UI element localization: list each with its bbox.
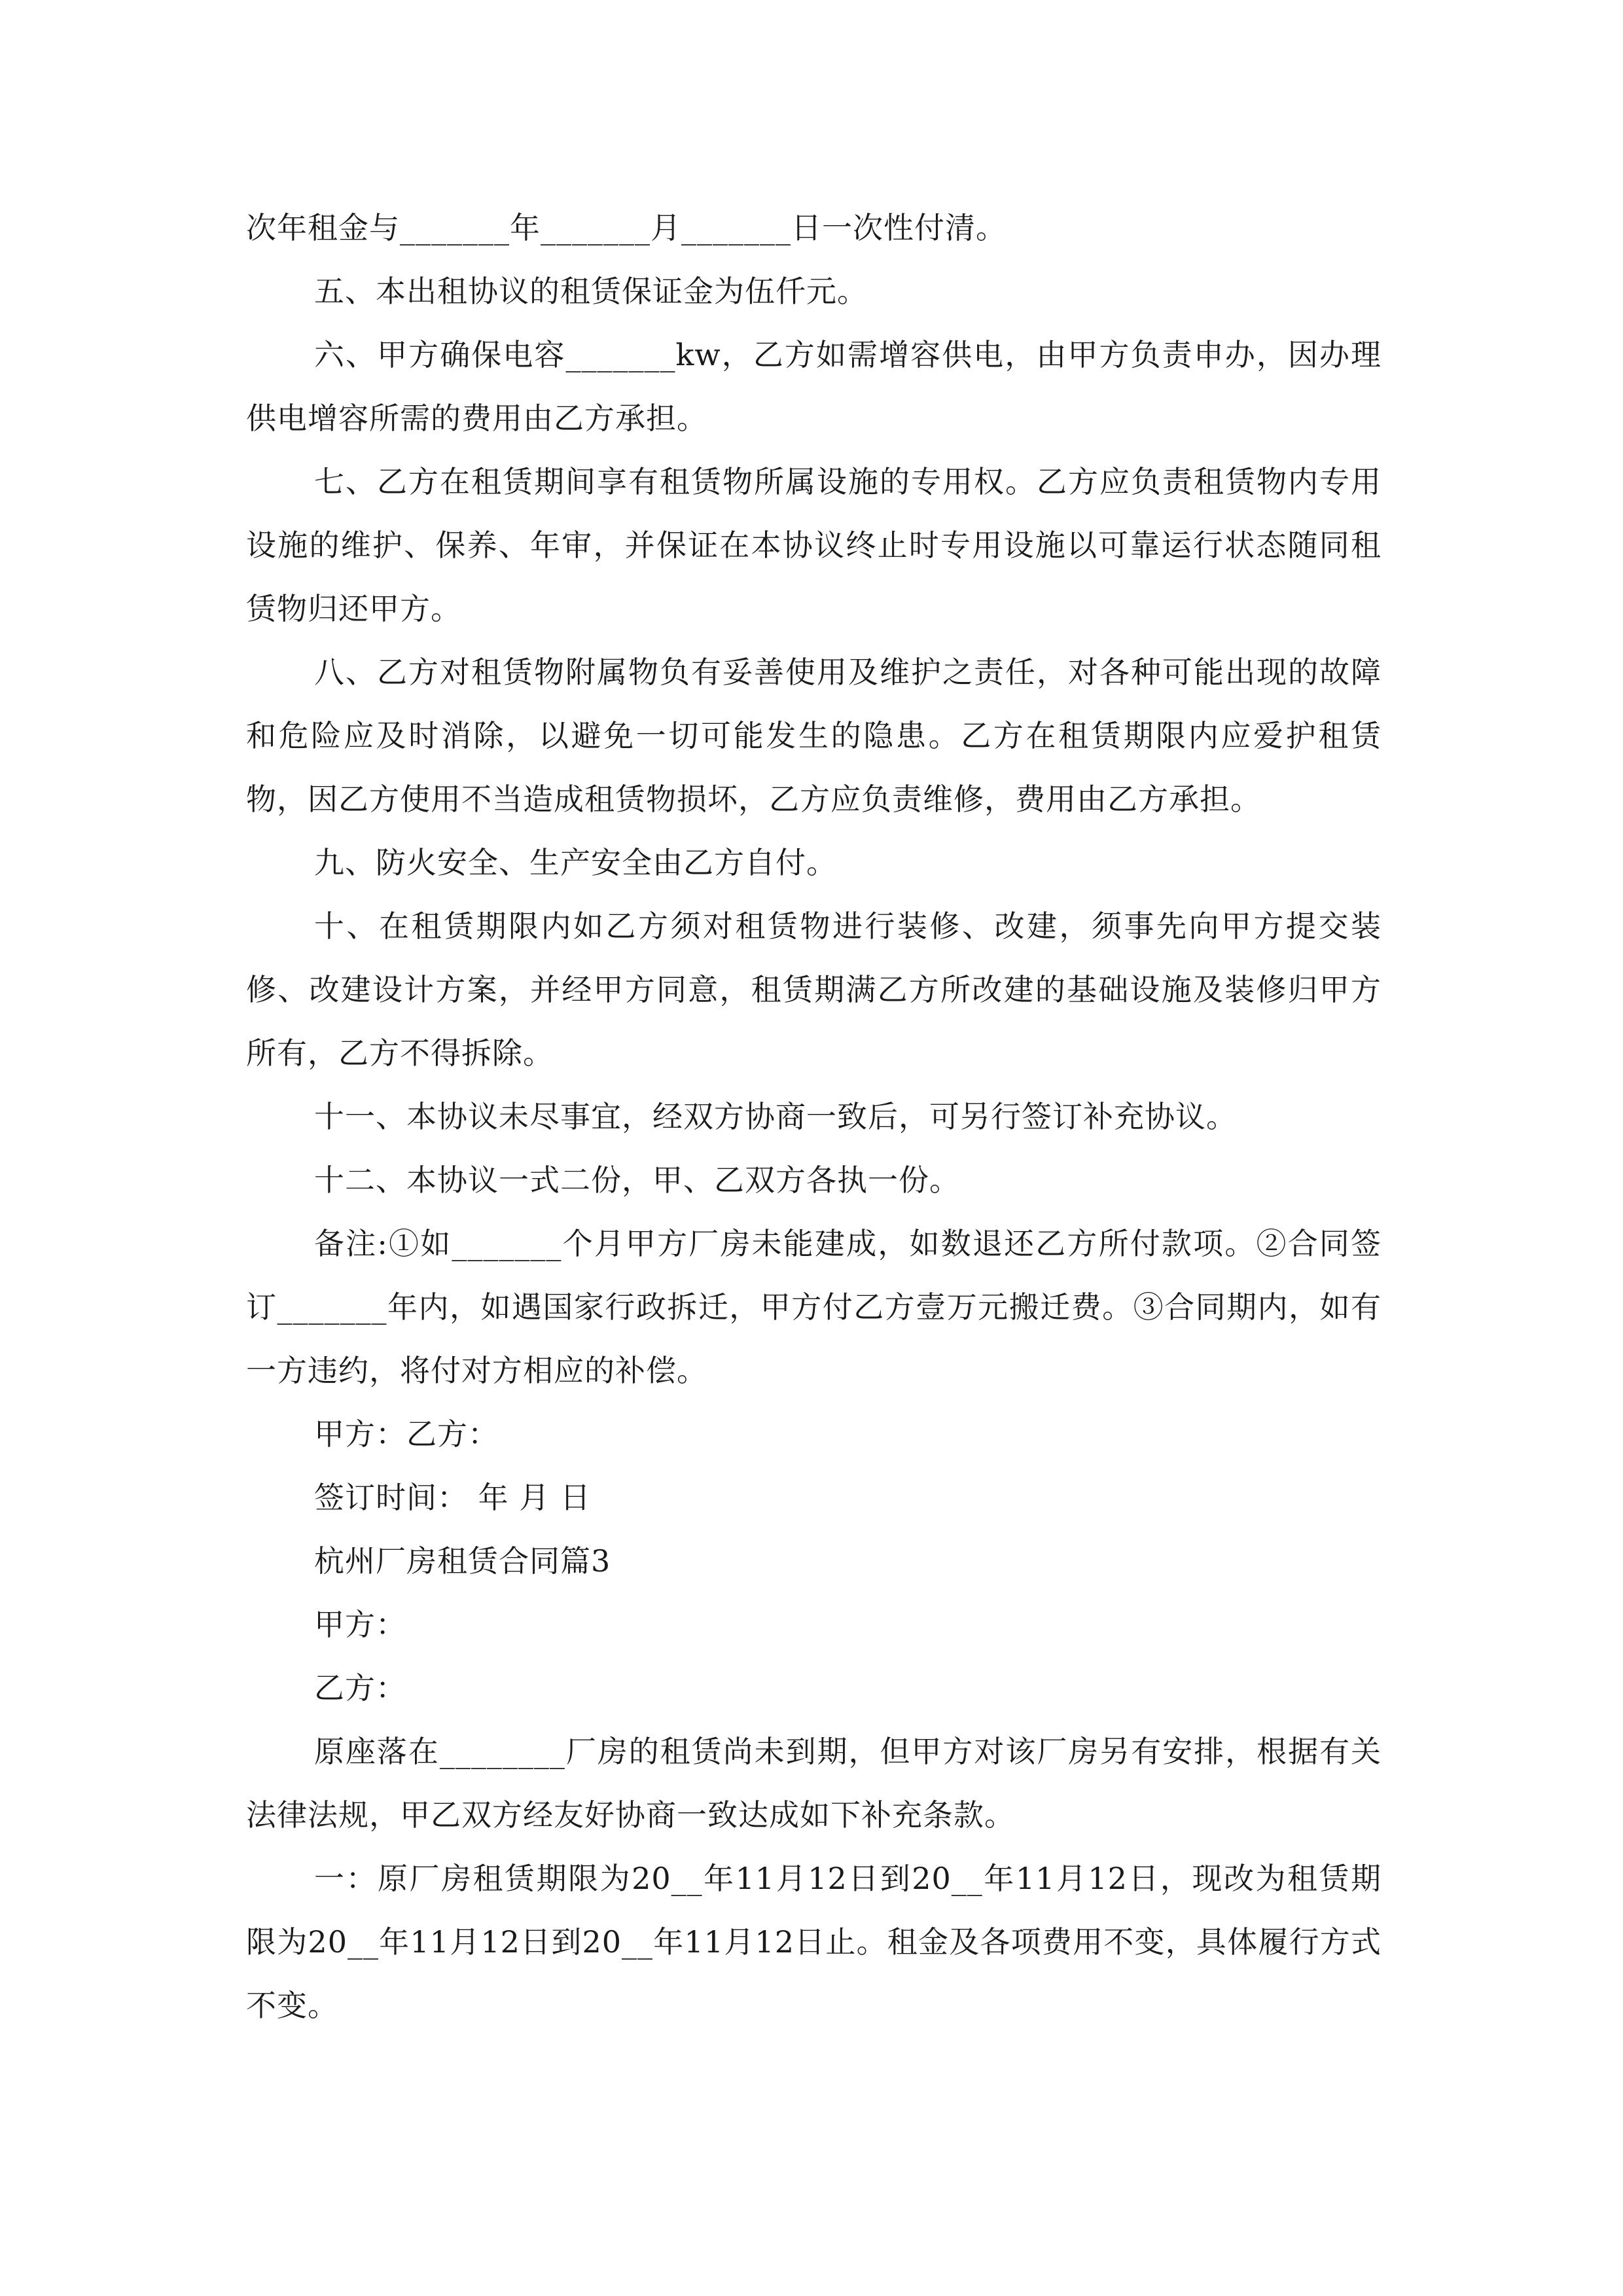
paragraph-clause-5: 五、本出租协议的租赁保证金为伍仟元。 — [314, 274, 868, 309]
section-title: 杭州厂房租赁合同篇3 — [314, 1543, 611, 1579]
party-a-label: 甲方： — [314, 1607, 406, 1642]
signing-date: 签订时间： 年 月 日 — [314, 1480, 591, 1515]
paragraph-clause-9: 九、防火安全、生产安全由乙方自付。 — [314, 845, 837, 880]
paragraph-intro: 原座落在________厂房的租赁尚未到期，但甲方对该厂房另有安排，根据有关法律法规，甲乙双方经友好协商一致达成如下补充条款。 — [246, 1734, 1382, 1833]
party-b-label: 乙方： — [314, 1670, 406, 1706]
paragraph-clause-6: 六、甲方确保电容_______kw，乙方如需增容供电，由甲方负责申办，因办理供电增容所需的费用由乙方承担。 — [246, 337, 1382, 436]
document-body — [246, 196, 1382, 2037]
paragraph-term-1: 一：原厂房租赁期限为20__年11月12日到20__年11月12日，现改为租赁期限为20__年11月12日到20__年11月12日止。租金及各项费用不变，具体履行方式不变。 — [246, 1861, 1382, 2023]
paragraph-clause-8: 八、乙方对租赁物附属物负有妥善使用及维护之责任，对各种可能出现的故障和危险应及时消除，以避免一切可能发生的隐患。乙方在租赁期限内应爱护租赁物，因乙方使用不当造成租赁物损坏，乙方应负责维修，费用由乙方承担。 — [246, 655, 1382, 817]
paragraph-remarks: 备注:①如_______个月甲方厂房未能建成，如数退还乙方所付款项。②合同签订_______年内，如遇国家行政拆迁，甲方付乙方壹万元搬迁费。③合同期内，如有一方违约，将付对方相应的补偿。 — [246, 1226, 1382, 1388]
signature-parties: 甲方：乙方： — [314, 1416, 499, 1452]
paragraph-rent-payment: 次年租金与_______年_______月_______日一次性付清。 — [246, 210, 1007, 245]
paragraph-clause-10: 十、在租赁期限内如乙方须对租赁物进行装修、改建，须事先向甲方提交装修、改建设计方案，并经甲方同意，租赁期满乙方所改建的基础设施及装修归甲方所有，乙方不得拆除。 — [246, 908, 1382, 1071]
paragraph-clause-7: 七、乙方在租赁期间享有租赁物所属设施的专用权。乙方应负责租赁物内专用设施的维护、保养、年审，并保证在本协议终止时专用设施以可靠运行状态随同租赁物归还甲方。 — [246, 464, 1382, 626]
paragraph-clause-11: 十一、本协议未尽事宜，经双方协商一致后，可另行签订补充协议。 — [314, 1099, 1237, 1134]
paragraph-clause-12: 十二、本协议一式二份，甲、乙双方各执一份。 — [314, 1162, 960, 1198]
